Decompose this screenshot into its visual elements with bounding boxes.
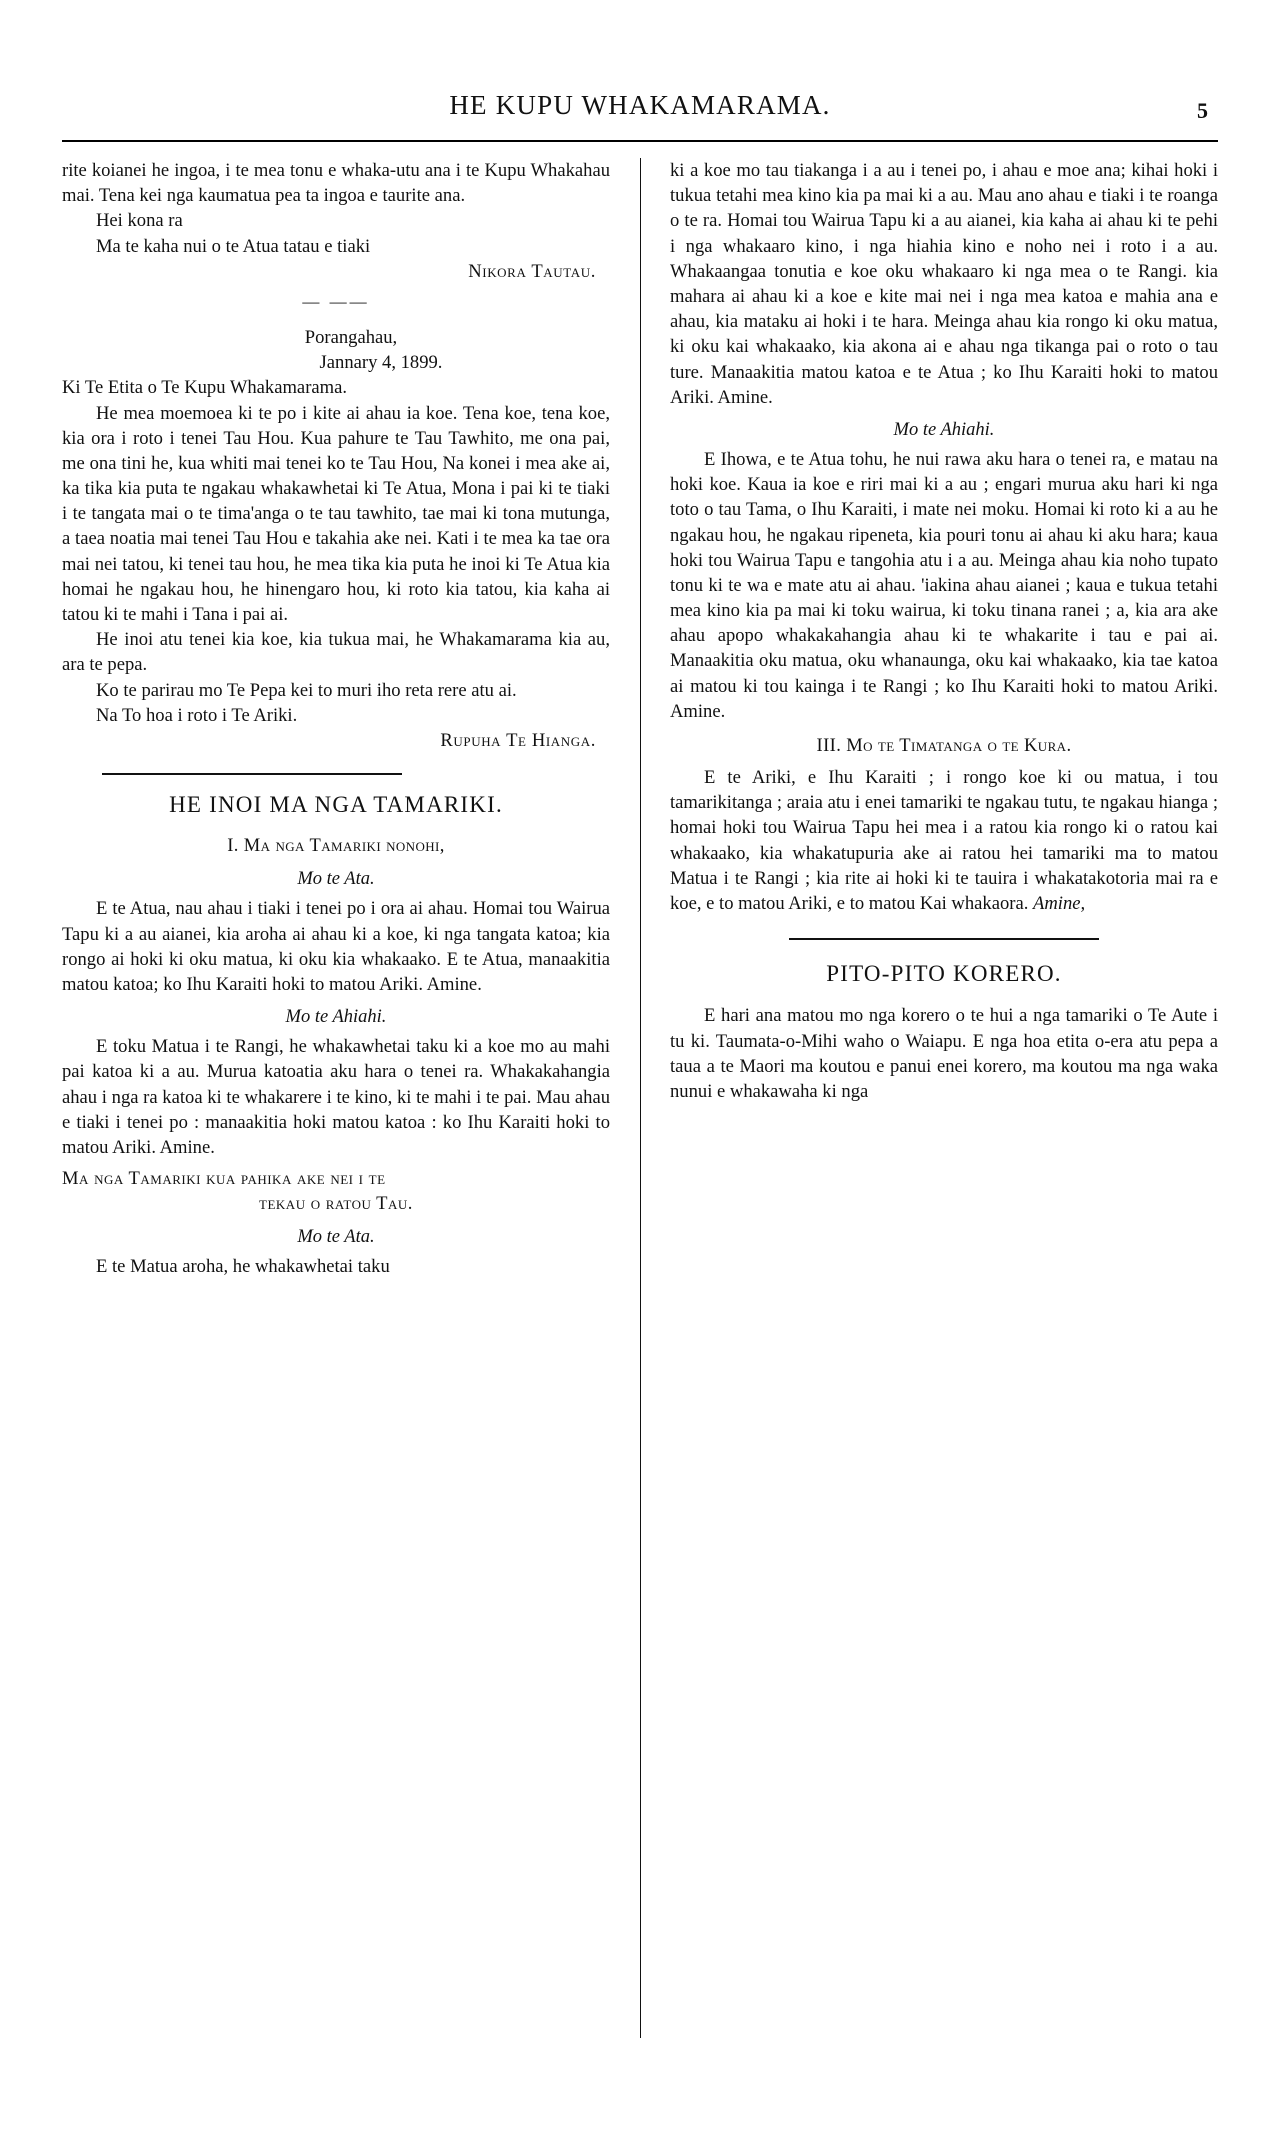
letter1-paragraph-1: rite koianei he ingoa, i te mea tonu e whaka-utu ana i te Kupu Whakahau mai. Tena kei nga kaumatua pea ta ingoa e taurite ana.: [62, 160, 610, 207]
prayer-school-start: [670, 765, 1218, 916]
letter2-paragraph-4: Na To hoa i roto i Te Ariki.: [96, 704, 298, 726]
letter1-paragraph-3: Ma te kaha nui o te Atua tatau e tiaki: [96, 235, 371, 257]
header-rule: [62, 140, 1218, 142]
letter1-signature: Nikora Tautau.: [468, 260, 596, 282]
left-column: [62, 158, 610, 1279]
prayer-morning-older-start: E te Matua aroha, he whakawhetai taku: [96, 1255, 390, 1277]
letter2-salutation: Ki Te Etita o Te Kupu Whakamarama.: [62, 377, 347, 399]
letter2-signature: Rupuha Te Hianga.: [440, 729, 596, 751]
column-container: [62, 158, 1218, 2068]
subheading-mo-te-ata-2: Mo te Ata.: [297, 1226, 375, 1247]
section-part-1-label: I. Ma nga Tamariki nonohi,: [227, 836, 445, 857]
subheading-mo-te-ata-1: Mo te Ata.: [297, 869, 375, 890]
prayer-morning-children: E te Atua, nau ahau i tiaki i tenei po i ora ai ahau. Homai tou Wairua Tapu ki a au aianei, kia aroha ai ahau ki a koe, ki nga tangata katoa; kia rongo ai hoki ki oku matua, ki oku kia whakaako. E te Atua, manaakitia matou katoa; ko Ihu Karaiti hoki to matou Ariki. Amine.: [62, 898, 610, 995]
section-heading-pito: PITO-PITO KORERO.: [826, 961, 1062, 987]
column-divider: [640, 158, 641, 2038]
page-number: 5: [1197, 98, 1208, 123]
page-header: [72, 90, 1208, 130]
letter1-paragraph-2: Hei kona ra: [96, 210, 183, 232]
section-part-3-label: III. Mo te Timatanga o te Kura.: [816, 736, 1072, 756]
letter2-city: Porangahau,: [304, 326, 398, 348]
pito-rule: [789, 938, 1099, 940]
section-part-2-label: [62, 1166, 610, 1216]
page-title: HE KUPU WHAKAMARAMA.: [449, 90, 831, 120]
prayer-evening-older: E Ihowa, e te Atua tohu, he nui rawa aku hara o tenei ra, e matau na hoki koe. Kaua ia koe e riri mai ki a au ; engari murua aku hari ki nga toto o tau Tama, o Ihu Karaiti, i mate nei moku. Homai ki roto ki a au he ngakau hou, he ngakau ripeneta, kia pouri tonu ai ahau ki aku hara; kaua hoki tou Wairua Tapu e tangohia atu i a au. Meinga ahau kia noho tupato tonu ki te wa e mate atu ai ahau. 'iakina ahau aianei ; kaua e tukua tetahi mea kino kia pa mai ki toku wairua, ki toku tinana ranei ; a, kia ara ake ahau apopo whakakahangia ahau ki te whakarite i tau e pai ai. Manaakitia oku matua, oku whanaunga, oku kai whakaako, kia tae katoa ai matou ki tou kainga i te Rangi ; ko Ihu Karaiti hoki to matou Ariki. Amine.: [670, 448, 1218, 722]
section-part-2-label-line2: tekau o ratou Tau.: [259, 1193, 413, 1215]
section-rule: [102, 773, 402, 775]
letter2-dateline: [62, 325, 610, 375]
letter2-paragraph-2: He inoi atu tenei kia koe, kia tukua mai, he Whakamarama kia au, ara te pepa.: [62, 629, 610, 676]
pito-paragraph-1: E hari ana matou mo nga korero o te hui a nga tamariki o Te Aute i tu ki. Taumata-o-Mihi waho o Waiapu. E nga hoa etita o-era atu pepa a taua a te Maori ma koutou e panui enei korero, ma koutou ma nga waka nunui e whakawaha ki nga: [670, 1005, 1218, 1102]
prayer-evening-children: E toku Matua i te Rangi, he whakawhetai taku ki a koe mo au mahi pai katoa ki a au. Murua katoatia aku hara o tenei ra. Whakakahangia ahau i nga ra katoa ki te whakarere i te kino, ki te mahi i te pai. Mau ahau e tiaki i tenei po : manaakitia hoki matou katoa : ko Ihu Karaiti hoki to matou Ariki. Amine.: [62, 1036, 610, 1158]
subheading-mo-te-ahiahi-2: Mo te Ahiahi.: [893, 419, 995, 440]
letter2-paragraph-1: He mea moemoea ki te po i kite ai ahau ia koe. Tena koe, tena koe, kia ora i roto i tenei Tau Hou. Kua pahure te Tau Tawhito, me ona pai, me ona tini he, kua whiti mai tenei ko te Tau Hou, Na konei i mea ake ai, ka tika kia puta te ngakau whakawhetai ki Te Atua, Mona i pai ki te tiaki i te tangata mai o te tima'anga o te tau tawhito, tae mai ki tona mutunga, a taea noatia mai tenei Tau Hou e takahia ake nei. Kati i te mea ka tae ora mai nei tatou, ki tenei tau hou, he mea tika kia puta he inoi ki Te Atua kia homai he ngakau hou, he hinengaro hou, ki roto kia tatou, kia kaha ai tatou ki te mahi i Tana i pai ai.: [62, 402, 610, 626]
right-column: [670, 158, 1218, 1104]
letter2-date: Jannary 4, 1899.: [319, 352, 443, 374]
prayer-school-amine: Amine,: [1033, 893, 1086, 914]
section-heading-inoi: HE INOI MA NGA TAMARIKI.: [169, 792, 503, 818]
section-part-2-label-line1: Ma nga Tamariki kua pahika ake nei i te: [62, 1168, 386, 1190]
letter-separator: — ——: [302, 291, 370, 311]
subheading-mo-te-ahiahi-1: Mo te Ahiahi.: [285, 1007, 387, 1028]
prayer-morning-older-cont: ki a koe mo tau tiakanga i a au i tenei po, i ahau e moe ana; kihai hoki i tukua tetahi mea kino kia pa mai ki a au. Mau ano ahau e tiaki i te roanga o te ra. Homai tou Wairua Tapu ki a au aianei, kia kaha ai ahau ki te pehi i nga whakaaro kino, i nga hiahia kino e noho nei i roto i a au. Whakaangaa tonutia e koe oku whakaaro ki nga mea o te Rangi. kia mahara ai ahau ki a koe e kite mai nei i nga mea katoa e mahia ana e ahau, kia mataku ai hoki i te hara. Meinga ahau kia rongo ki oku matua, ki oku kai whakaako, kia akona ai e ahau nga tikanga pai o roto o tau ture. Manaakitia matou katoa e te Atua ; ko Ihu Karaiti hoki to matou Ariki. Amine.: [670, 160, 1218, 408]
prayer-school-text: E te Ariki, e Ihu Karaiti ; i rongo koe ki ou matua, i tou tamarikitanga ; araia atu i enei tamariki te ngakau tutu, te ngakau hianga ; homai hoki tou Wairua Tapu hei mea i a ratou kia rongo ki o ratou kai whakaako, kia whakatupuria ake ai ratou hei tamariki ma to matou Matua i te Rangi ; kia rite ai hoki ki te tauira i whakatakotoria mai ra e koe, e to matou Ariki, e to matou Kai whakaora.: [670, 767, 1218, 914]
letter2-paragraph-3: Ko te parirau mo Te Pepa kei to muri iho reta rere atu ai.: [96, 679, 517, 701]
